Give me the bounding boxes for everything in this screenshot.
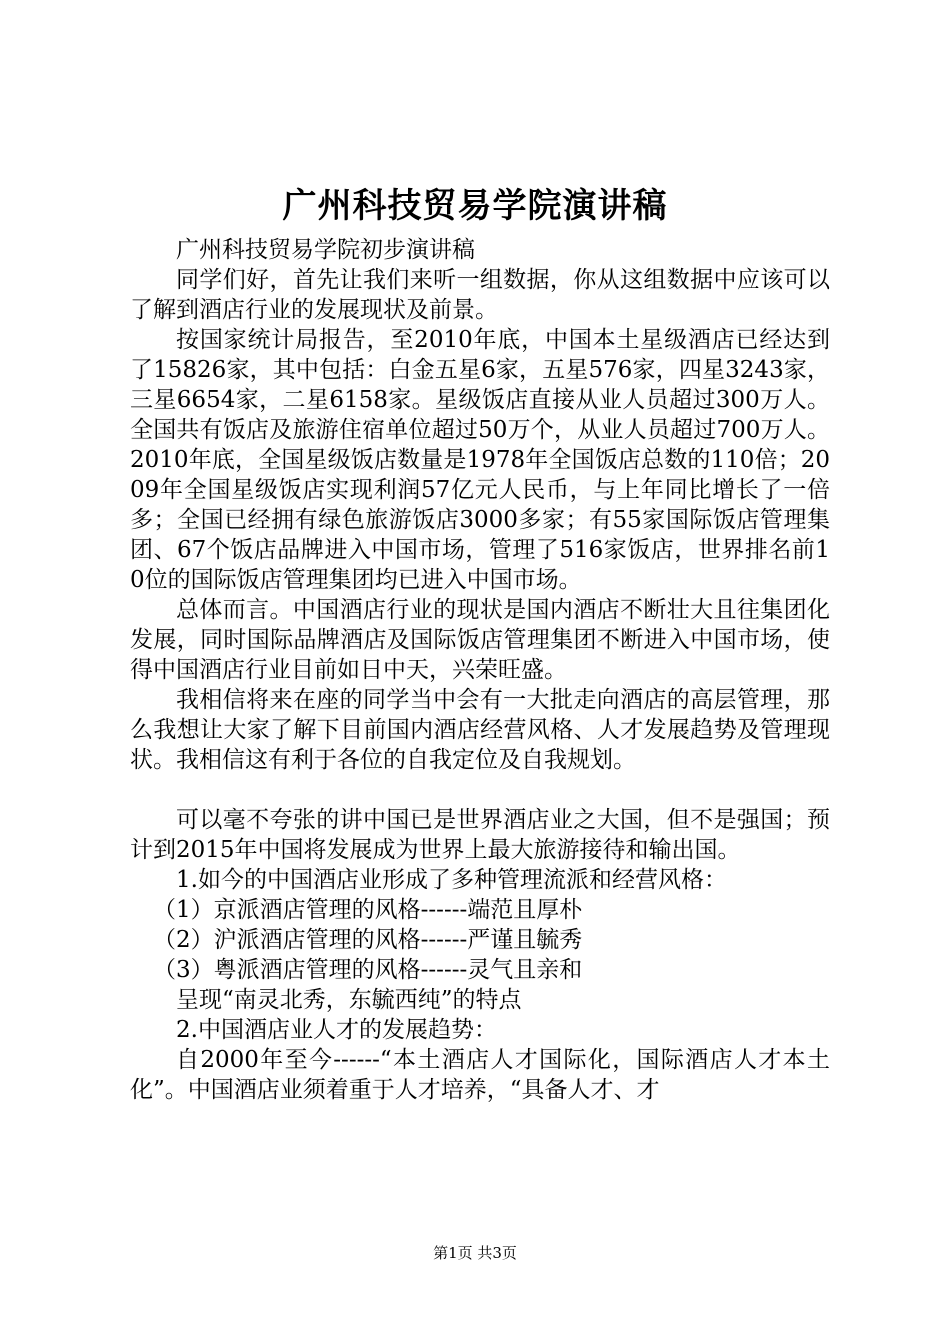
list-item-hu-style: （2）沪派酒店管理的风格------严谨且毓秀 bbox=[153, 927, 583, 953]
subtitle-paragraph: 广州科技贸易学院初步演讲稿 bbox=[176, 237, 475, 263]
blank-line bbox=[130, 775, 830, 805]
document-title: 广州科技贸易学院演讲稿 bbox=[282, 186, 668, 226]
section-heading-styles: 1.如今的中国酒店业形成了多种管理流派和经营风格： bbox=[176, 867, 727, 893]
feature-paragraph: 呈现“南灵北秀，东毓西纯”的特点 bbox=[176, 987, 522, 1013]
list-item-yue-style: （3）粤派酒店管理的风格------灵气且亲和 bbox=[153, 957, 583, 983]
list-item-jing-style: （1）京派酒店管理的风格------端范且厚朴 bbox=[153, 897, 583, 923]
summary-paragraph: 总体而言。中国酒店行业的现状是国内酒店不断壮大且往集团化发展，同时国际品牌酒店及国际饭店管理集团不断进入中国市场，使得中国酒店行业目前如日中天，兴荣旺盛。 bbox=[130, 597, 830, 683]
major-country-paragraph: 可以毫不夸张的讲中国已是世界酒店业之大国，但不是强国；预计到2015年中国将发展成为世界上最大旅游接待和输出国。 bbox=[130, 807, 830, 863]
intro-paragraph: 同学们好，首先让我们来听一组数据，你从这组数据中应该可以了解到酒店行业的发展现状及前景。 bbox=[130, 267, 830, 323]
statistics-paragraph: 按国家统计局报告，至2010年底，中国本土星级酒店已经达到了15826家，其中包括：白金五星6家，五星576家，四星3243家，三星6654家，二星6158家。星级饭店直接从业人员超过300万人。全国共有饭店及旅游住宿单位超过50万个，从业人员超过700万人。2010年底，全国星级饭店数量是1978年全国饭店总数的110倍；2009年全国星级饭店实现利润57亿元人民币，与上年同比增长了一倍多；全国已经拥有绿色旅游饭店3000多家；有55家国际饭店管理集团、67个饭店品牌进入中国市场，管理了516家饭店，世界排名前10位的国际饭店管理集团均已进入中国市场。 bbox=[130, 327, 830, 593]
page-footer: 第1页 共3页 bbox=[433, 1244, 517, 1262]
outlook-paragraph: 我相信将来在座的同学当中会有一大批走向酒店的高层管理，那么我想让大家了解下目前国内酒店经营风格、人才发展趋势及管理现状。我相信这有利于各位的自我定位及自我规划。 bbox=[130, 687, 830, 773]
document-body bbox=[130, 235, 830, 1105]
talent-paragraph: 自2000年至今------“本土酒店人才国际化，国际酒店人才本土化”。中国酒店业须着重于人才培养，“具备人才、才 bbox=[130, 1047, 830, 1103]
section-heading-talent: 2.中国酒店业人才的发展趋势： bbox=[176, 1017, 497, 1043]
